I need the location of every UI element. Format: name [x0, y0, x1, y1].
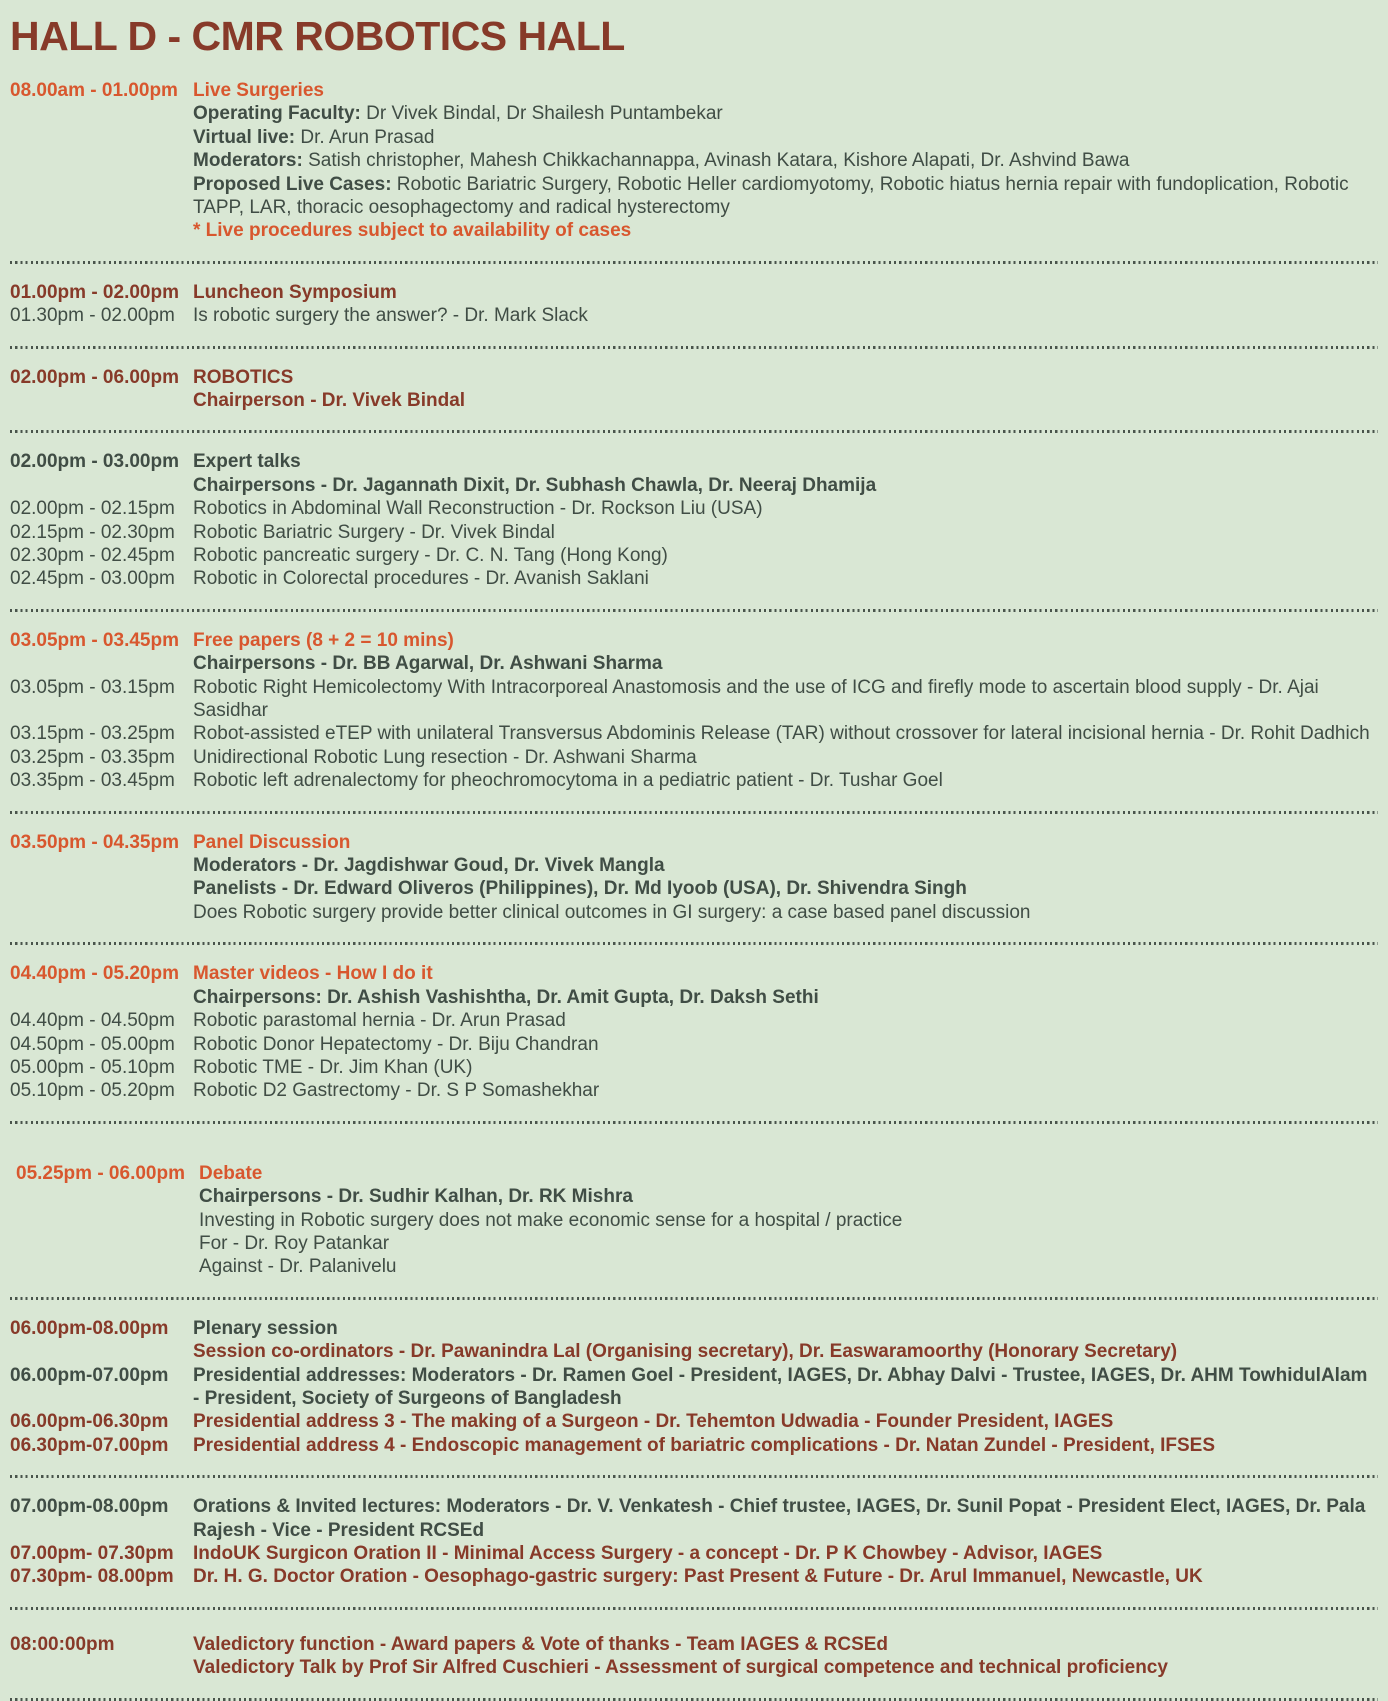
chairpersons-line: Chairpersons - Dr. Jagannath Dixit, Dr. Subhash Chawla, Dr. Neeraj Dhamija — [193, 474, 877, 496]
time-slot: 03.25pm - 03.35pm — [10, 746, 175, 768]
hg-doctor-oration: Dr. H. G. Doctor Oration - Oesophago-gastric surgery: Past Present & Future - Dr. Arul Immanuel, Newcastle, UK — [193, 1566, 1203, 1588]
session-title: Plenary session — [193, 1317, 338, 1339]
dotted-divider — [10, 811, 1378, 814]
orations-moderators-line: Orations & Invited lectures: Moderators - Dr. V. Venkatesh - Chief trustee, IAGES, Dr. Sunil Popat - President Elect, IAGES, Dr. Pala Rajesh - Vice - President RCSEd — [193, 1496, 1366, 1541]
moderators-row — [10, 854, 1378, 877]
time-slot: 05.25pm - 06.00pm — [16, 1162, 185, 1184]
section-valedictory — [10, 1618, 1378, 1689]
session-title: Free papers (8 + 2 = 10 mins) — [193, 629, 454, 651]
panelists-row — [10, 877, 1378, 900]
section-debate — [10, 1132, 1378, 1288]
section-expert-talks — [10, 441, 1378, 599]
session-header-row — [10, 1633, 1378, 1656]
talk-row — [10, 521, 1378, 544]
talk-title: Robotic Donor Hepatectomy - Dr. Biju Chandran — [193, 1033, 599, 1055]
section-orations — [10, 1486, 1378, 1598]
talk-title: Robotic Bariatric Surgery - Dr. Vivek Bindal — [193, 521, 555, 543]
time-slot: 03.35pm - 03.45pm — [10, 770, 175, 792]
session-title: Panel Discussion — [193, 831, 351, 853]
section-robotics — [10, 357, 1378, 422]
time-slot: 02.00pm - 03.00pm — [10, 451, 179, 473]
time-slot: 06.30pm-07.00pm — [10, 1434, 169, 1456]
session-header-row — [10, 281, 1378, 304]
talk-row — [10, 304, 1378, 327]
moderators-line: Moderators - Dr. Jagdishwar Goud, Dr. Vivek Mangla — [193, 855, 665, 877]
debate-against: Against - Dr. Palanivelu — [199, 1256, 397, 1278]
talk-title: Unidirectional Robotic Lung resection - Dr. Ashwani Sharma — [193, 746, 697, 768]
section-plenary — [10, 1308, 1378, 1466]
time-slot: 03.05pm - 03.45pm — [10, 629, 179, 651]
time-slot: 01.00pm - 02.00pm — [10, 281, 179, 303]
talk-title: Robot-assisted eTEP with unilateral Transversus Abdominis Release (TAR) without crossover for lateral incisional hernia - Dr. Rohit Dadhich — [193, 723, 1370, 745]
indouk-oration: IndoUK Surgicon Oration II - Minimal Access Surgery - a concept - Dr. P K Chowbey - Advisor, IAGES — [193, 1543, 1103, 1564]
talk-row — [10, 497, 1378, 520]
operating-faculty-names: Dr Vivek Bindal, Dr Shailesh Puntambekar — [360, 103, 723, 125]
moderators-names: Satish christopher, Mahesh Chikkachannappa, Avinash Katara, Kishore Alapati, Dr. Ashvind Bawa — [302, 150, 1130, 172]
talk-row — [10, 1565, 1378, 1588]
session-header-row — [10, 79, 1378, 102]
talk-row — [10, 544, 1378, 567]
virtual-live-row — [10, 126, 1378, 149]
valedictory-talk-row — [10, 1656, 1378, 1679]
talk-title: Robotic D2 Gastrectomy - Dr. S P Somashekhar — [193, 1080, 600, 1102]
debate-for-row — [10, 1232, 1378, 1255]
dotted-divider — [10, 1607, 1378, 1610]
dotted-divider — [10, 1475, 1378, 1478]
time-slot: 03.50pm - 04.35pm — [10, 831, 179, 853]
talk-row — [10, 676, 1378, 723]
session-header-row — [10, 1495, 1378, 1542]
time-slot: 04.50pm - 05.00pm — [10, 1033, 175, 1055]
proposed-cases-row — [10, 173, 1378, 220]
talk-row — [10, 1364, 1378, 1411]
debate-against-row — [10, 1255, 1378, 1278]
virtual-live-names: Dr. Arun Prasad — [295, 126, 435, 148]
time-slot: 01.30pm - 02.00pm — [10, 305, 175, 327]
virtual-live-label: Virtual live: — [193, 126, 296, 148]
talk-row — [10, 567, 1378, 590]
chairpersons-line: Chairpersons - Dr. BB Agarwal, Dr. Ashwani Sharma — [193, 653, 663, 675]
section-luncheon-symposium — [10, 272, 1378, 337]
time-slot: 04.40pm - 05.20pm — [10, 963, 179, 985]
time-slot: 05.10pm - 05.20pm — [10, 1080, 175, 1102]
session-title: Luncheon Symposium — [193, 281, 397, 303]
coordinators-row — [10, 1340, 1378, 1363]
dotted-divider — [10, 1297, 1378, 1300]
talk-title: Robotic in Colorectal procedures - Dr. Avanish Saklani — [193, 568, 649, 590]
talk-row — [10, 1079, 1378, 1102]
talk-row — [10, 722, 1378, 745]
time-slot: 02.15pm - 02.30pm — [10, 521, 175, 543]
talk-row — [10, 1542, 1378, 1565]
time-slot: 07.30pm- 08.00pm — [10, 1566, 174, 1588]
chairpersons-row — [10, 652, 1378, 675]
chairpersons-line: Chairpersons - Dr. Sudhir Kalhan, Dr. RK Mishra — [199, 1186, 633, 1208]
time-slot: 06.00pm-06.30pm — [10, 1411, 169, 1433]
dotted-divider — [10, 430, 1378, 433]
time-slot: 07.00pm-08.00pm — [10, 1496, 169, 1518]
page-title: HALL D - CMR ROBOTICS HALL — [10, 13, 625, 59]
discussion-topic: Does Robotic surgery provide better clinical outcomes in GI surgery: a case based panel discussion — [193, 901, 1031, 923]
presidential-address-4: Presidential address 4 - Endoscopic management of bariatric complications - Dr. Natan Zundel - President, IFSES — [193, 1434, 1216, 1456]
section-free-papers — [10, 620, 1378, 802]
time-slot: 02.30pm - 02.45pm — [10, 545, 175, 566]
topic-row — [10, 1209, 1378, 1232]
time-slot: 07.00pm- 07.30pm — [10, 1543, 174, 1564]
talk-title: Robotic pancreatic surgery - Dr. C. N. Tang (Hong Kong) — [193, 545, 668, 566]
session-title: ROBOTICS — [193, 366, 294, 388]
dotted-divider — [10, 261, 1378, 264]
time-slot: 04.40pm - 04.50pm — [10, 1010, 175, 1032]
chairpersons-row — [10, 986, 1378, 1009]
time-slot: 03.15pm - 03.25pm — [10, 723, 175, 745]
chairperson-line: Chairperson - Dr. Vivek Bindal — [193, 389, 466, 411]
talk-title: Robotic left adrenalectomy for pheochromocytoma in a pediatric patient - Dr. Tushar Goel — [193, 770, 943, 792]
talk-title: Robotic TME - Dr. Jim Khan (UK) — [193, 1056, 473, 1078]
time-slot: 02.00pm - 02.15pm — [10, 498, 175, 520]
session-title: Debate — [199, 1162, 263, 1184]
moderators-row — [10, 149, 1378, 172]
time-slot: 05.00pm - 05.10pm — [10, 1056, 175, 1078]
time-slot: 03.05pm - 03.15pm — [10, 676, 175, 698]
time-slot: 02.45pm - 03.00pm — [10, 568, 175, 590]
dotted-divider — [10, 346, 1378, 349]
chairpersons-line: Chairpersons: Dr. Ashish Vashishtha, Dr. Amit Gupta, Dr. Daksh Sethi — [193, 986, 819, 1008]
section-live-surgeries — [10, 70, 1378, 252]
session-header-row — [10, 629, 1378, 652]
topic-row — [10, 901, 1378, 924]
talk-title: Robotic Right Hemicolectomy With Intracorporeal Anastomosis and the use of ICG and firefly mode to ascertain blood supply - Dr. Ajai Sasidhar — [193, 676, 1319, 722]
session-header-row — [10, 1162, 1378, 1185]
note-row — [10, 219, 1378, 242]
valedictory-talk-line: Valedictory Talk by Prof Sir Alfred Cuschieri - Assessment of surgical competence and technical proficiency — [193, 1657, 1168, 1679]
time-slot: 06.00pm-08.00pm — [10, 1317, 169, 1339]
section-master-videos — [10, 953, 1378, 1111]
proposed-cases-list: Robotic Bariatric Surgery, Robotic Heller cardiomyotomy, Robotic hiatus hernia repair with fundoplication, Robotic TAPP, LAR, thoracic oesophagectomy and radical hysterectomy — [193, 173, 1349, 218]
talk-row — [10, 746, 1378, 769]
operating-faculty-label: Operating Faculty: — [193, 103, 361, 125]
panelists-line: Panelists - Dr. Edward Oliveros (Philippines), Dr. Md Iyoob (USA), Dr. Shivendra Singh — [193, 878, 967, 900]
time-slot: 08:00:00pm — [10, 1633, 115, 1655]
presidential-address-3: Presidential address 3 - The making of a Surgeon - Dr. Tehemton Udwadia - Founder President, IAGES — [193, 1411, 1114, 1433]
talk-row — [10, 1033, 1378, 1056]
talk-row — [10, 1009, 1378, 1032]
talk-title: Robotics in Abdominal Wall Reconstruction - Dr. Rockson Liu (USA) — [193, 498, 763, 520]
session-title: Expert talks — [193, 451, 301, 473]
talk-title: Is robotic surgery the answer? - Dr. Mark Slack — [193, 305, 588, 327]
moderators-label: Moderators: — [193, 150, 303, 172]
dotted-divider — [10, 942, 1378, 945]
talk-row — [10, 1410, 1378, 1433]
session-header-row — [10, 962, 1378, 985]
note-live-procedures: * Live procedures subject to availability of cases — [193, 220, 632, 242]
time-slot: 08.00am - 01.00pm — [10, 79, 178, 101]
time-slot: 06.00pm-07.00pm — [10, 1364, 169, 1386]
dotted-divider — [10, 1698, 1378, 1701]
chairpersons-row — [10, 474, 1378, 497]
session-header-row — [10, 831, 1378, 854]
coordinators-line: Session co-ordinators - Dr. Pawanindra Lal (Organising secretary), Dr. Easwaramoorthy (Honorary Secretary) — [193, 1341, 1178, 1363]
session-title: Master videos - How I do it — [193, 963, 433, 985]
dotted-divider — [10, 1121, 1378, 1124]
presidential-addresses-line: Presidential addresses: Moderators - Dr. Ramen Goel - President, IAGES, Dr. Abhay Dalvi - Trustee, IAGES, Dr. AHM TowhidulAlam - President, Society of Surgeons of Bangladesh — [193, 1364, 1368, 1409]
talk-title: Robotic parastomal hernia - Dr. Arun Prasad — [193, 1010, 566, 1032]
talk-row — [10, 1056, 1378, 1079]
dotted-divider — [10, 609, 1378, 612]
time-slot: 02.00pm - 06.00pm — [10, 366, 179, 388]
chairpersons-row — [10, 1185, 1378, 1208]
valedictory-function-line: Valedictory function - Award papers & Vote of thanks - Team IAGES & RCSEd — [193, 1633, 889, 1655]
section-panel-discussion — [10, 822, 1378, 934]
session-header-row — [10, 366, 1378, 389]
faculty-row — [10, 102, 1378, 125]
session-title: Live Surgeries — [193, 79, 324, 101]
session-header-row — [10, 450, 1378, 473]
talk-row — [10, 1434, 1378, 1457]
debate-topic: Investing in Robotic surgery does not make economic sense for a hospital / practice — [199, 1209, 903, 1231]
proposed-cases-label: Proposed Live Cases: — [193, 173, 392, 195]
debate-for: For - Dr. Roy Patankar — [199, 1232, 390, 1254]
session-header-row — [10, 1317, 1378, 1340]
talk-row — [10, 769, 1378, 792]
chairperson-row — [10, 389, 1378, 412]
